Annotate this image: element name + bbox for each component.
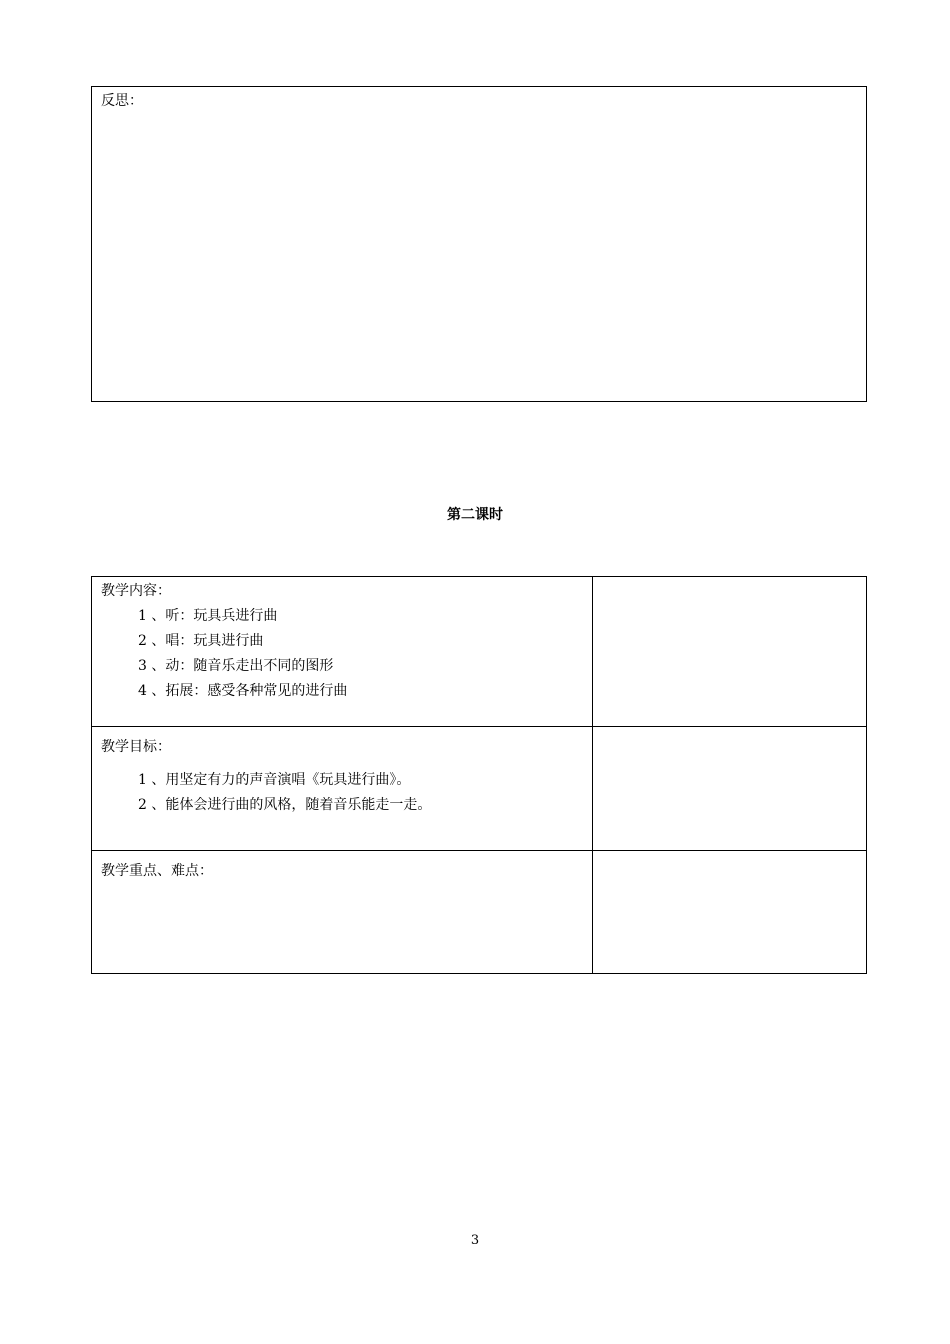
teaching-content-cell bbox=[101, 579, 347, 704]
content-item: 1 、听：玩具兵进行曲 bbox=[138, 608, 278, 624]
teaching-goals-heading: 教学目标： bbox=[101, 739, 171, 755]
key-points-heading: 教学重点、难点： bbox=[101, 863, 213, 879]
row-divider bbox=[92, 850, 866, 851]
content-item: 3 、动：随音乐走出不同的图形 bbox=[138, 658, 334, 674]
reflection-label: 反思： bbox=[101, 93, 143, 109]
teaching-content-heading: 教学内容： bbox=[101, 583, 171, 599]
lesson-table bbox=[91, 576, 867, 974]
section-title: 第二课时 bbox=[447, 507, 503, 523]
row-divider bbox=[92, 726, 866, 727]
goal-item: 1 、用坚定有力的声音演唱《玩具进行曲》。 bbox=[138, 772, 411, 788]
goal-item: 2 、能体会进行曲的风格，随着音乐能走一走。 bbox=[138, 797, 432, 813]
column-divider bbox=[592, 577, 593, 973]
reflection-box bbox=[91, 86, 867, 402]
content-item: 4 、拓展：感受各种常见的进行曲 bbox=[138, 683, 348, 699]
teaching-goals-cell bbox=[101, 735, 431, 818]
page-number: 3 bbox=[470, 1233, 480, 1248]
key-points-cell bbox=[101, 859, 213, 884]
content-item: 2 、唱：玩具进行曲 bbox=[138, 633, 264, 649]
